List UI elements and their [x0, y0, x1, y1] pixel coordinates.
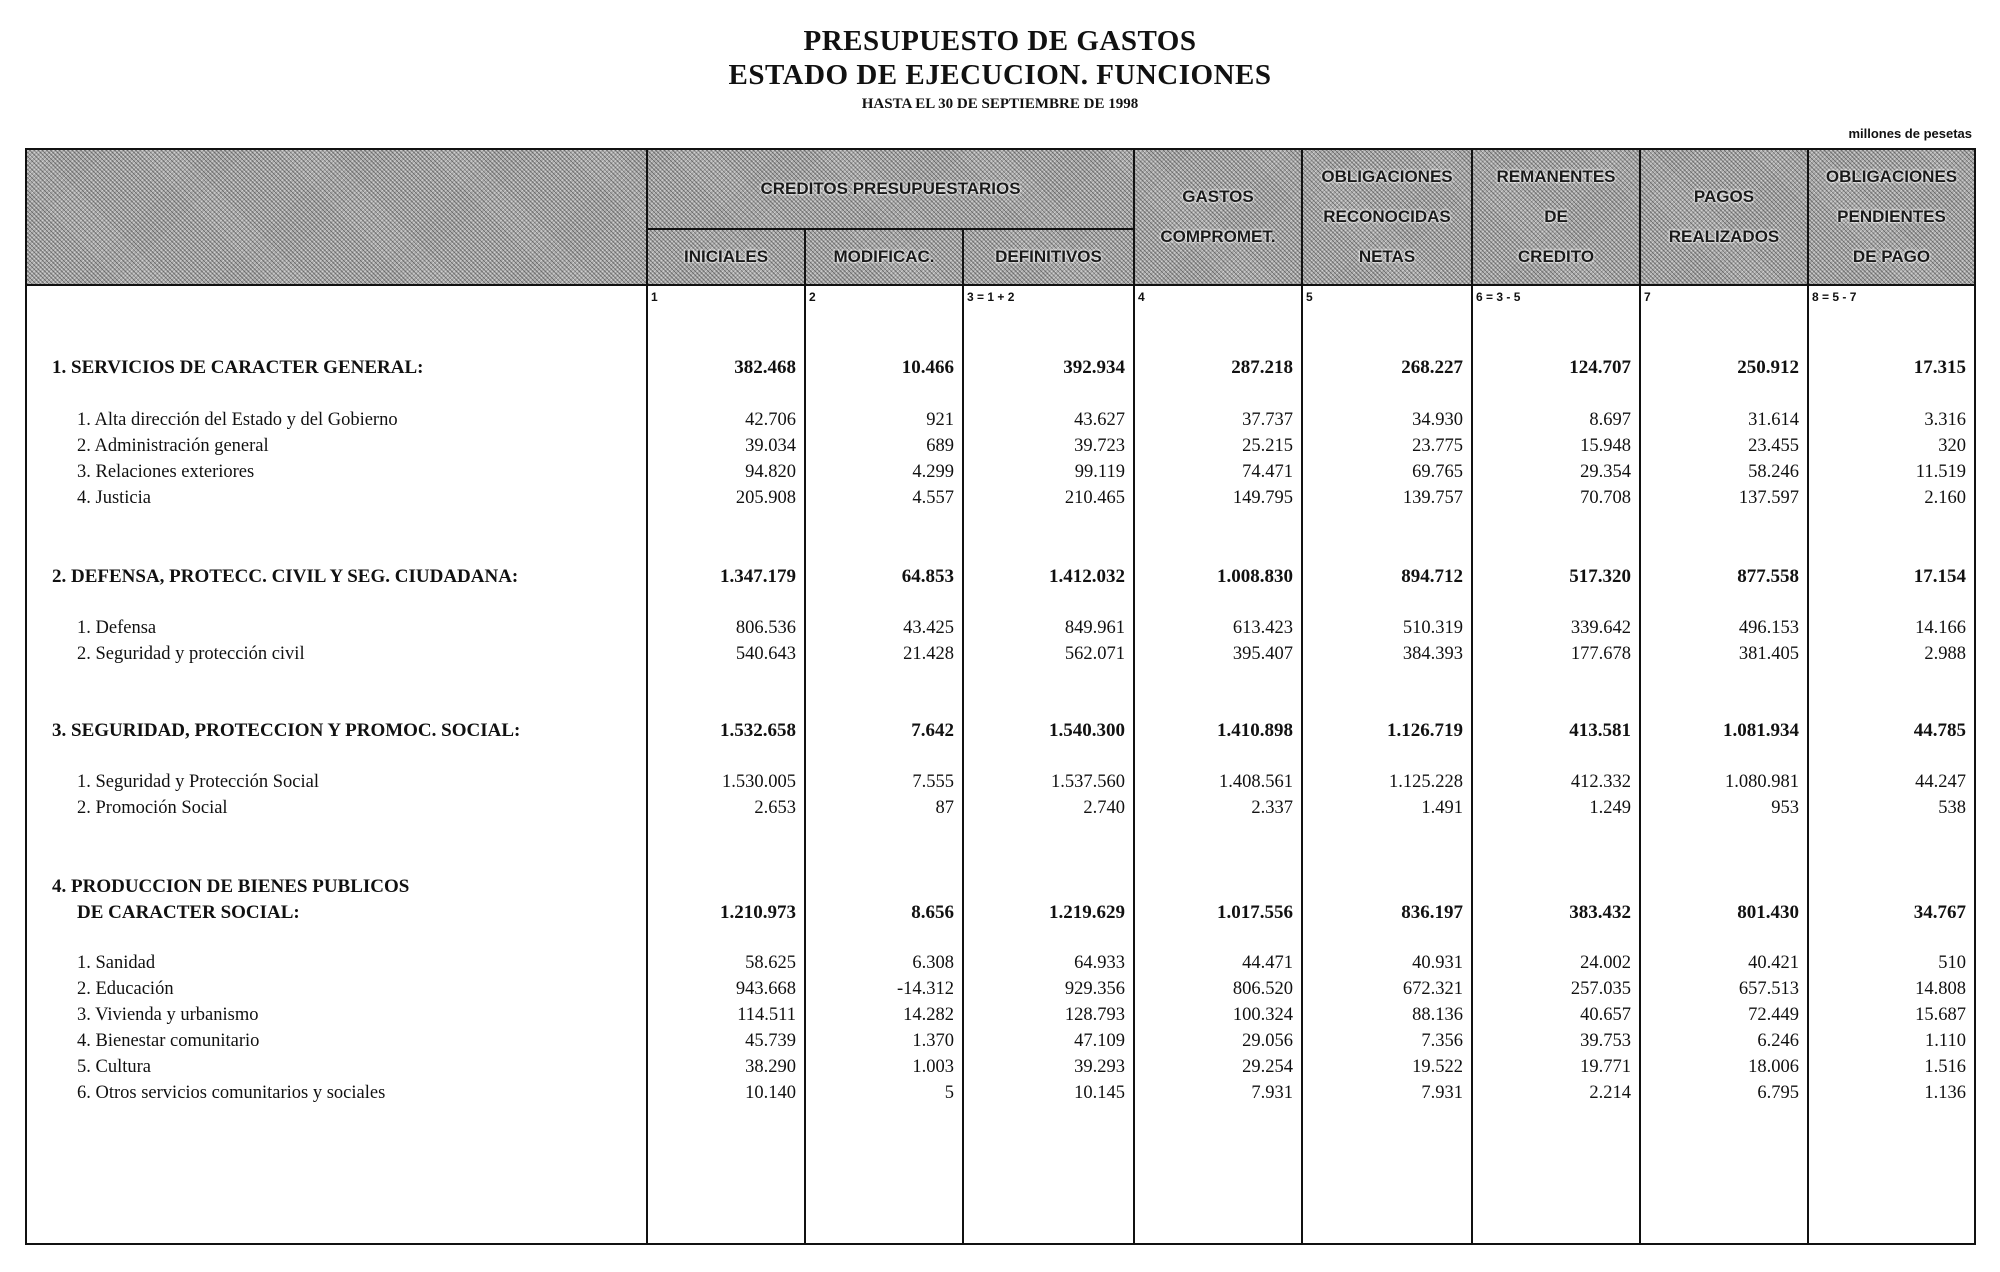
- cell-pendientes: 3.316: [1924, 410, 1966, 430]
- cell-iniciales: 1.347.179: [720, 566, 796, 587]
- cell-pendientes: 34.767: [1913, 902, 1966, 923]
- cell-remanentes: 413.581: [1569, 720, 1631, 741]
- table-row: [27, 1005, 1974, 1031]
- table-row: [27, 566, 1974, 592]
- row-label: 1. SERVICIOS DE CARACTER GENERAL:: [52, 357, 424, 378]
- cell-pendientes: 11.519: [1915, 462, 1966, 482]
- header-bottom-rule: [27, 284, 1974, 286]
- header-blank-cell: [27, 150, 646, 284]
- header-remanentes-line1: REMANENTES: [1496, 167, 1616, 186]
- cell-definitivos: 10.145: [1074, 1083, 1125, 1103]
- table-row: [27, 772, 1974, 798]
- table-row: [27, 644, 1974, 670]
- cell-obligaciones: 7.931: [1421, 1083, 1463, 1103]
- cell-pagos: 250.912: [1737, 357, 1799, 378]
- cell-remanentes: 19.771: [1580, 1057, 1631, 1077]
- cell-pagos: 6.795: [1757, 1083, 1799, 1103]
- cell-pendientes: 17.154: [1913, 566, 1966, 587]
- table-row: [27, 1057, 1974, 1083]
- header-definitivos: DEFINITIVOS: [964, 230, 1133, 284]
- row-label: 4. Bienestar comunitario: [77, 1031, 260, 1051]
- cell-gastos: 287.218: [1231, 357, 1293, 378]
- cell-obligaciones: 1.491: [1421, 798, 1463, 818]
- col-ref: 1: [651, 290, 658, 304]
- cell-modificac: 64.853: [901, 566, 954, 587]
- cell-gastos: 2.337: [1251, 798, 1293, 818]
- cell-pendientes: 14.808: [1915, 979, 1966, 999]
- cell-remanentes: 257.035: [1570, 979, 1631, 999]
- cell-iniciales: 94.820: [745, 462, 796, 482]
- cell-modificac: 7.642: [911, 720, 954, 741]
- cell-gastos: 395.407: [1232, 644, 1293, 664]
- cell-iniciales: 205.908: [735, 488, 796, 508]
- table-row: [27, 462, 1974, 488]
- report-subtitle: ESTADO DE EJECUCION. FUNCIONES: [728, 59, 1272, 91]
- cell-pendientes: 538: [1938, 798, 1966, 818]
- cell-definitivos: 2.740: [1083, 798, 1125, 818]
- cell-obligaciones: 1.125.228: [1389, 772, 1463, 792]
- cell-pendientes: 1.110: [1925, 1031, 1966, 1051]
- cell-pendientes: 44.785: [1913, 720, 1966, 741]
- cell-definitivos: 39.293: [1074, 1057, 1125, 1077]
- table-row: [27, 357, 1974, 383]
- cell-obligaciones: 23.775: [1412, 436, 1463, 456]
- cell-gastos: 29.056: [1242, 1031, 1293, 1051]
- cell-modificac: 4.557: [912, 488, 954, 508]
- cell-obligaciones: 1.126.719: [1387, 720, 1463, 741]
- cell-definitivos: 47.109: [1074, 1031, 1125, 1051]
- cell-gastos: 1.008.830: [1217, 566, 1293, 587]
- cell-remanentes: 70.708: [1580, 488, 1631, 508]
- cell-pagos: 381.405: [1738, 644, 1799, 664]
- cell-remanentes: 24.002: [1580, 953, 1631, 973]
- cell-pagos: 137.597: [1738, 488, 1799, 508]
- table-row: [27, 1083, 1974, 1109]
- cell-modificac: -14.312: [896, 979, 954, 999]
- cell-pagos: 1.080.981: [1725, 772, 1799, 792]
- cell-definitivos: 39.723: [1074, 436, 1125, 456]
- cell-iniciales: 1.530.005: [722, 772, 796, 792]
- col-ref: 4: [1138, 290, 1145, 304]
- header-obligaciones-line3: NETAS: [1358, 247, 1416, 266]
- cell-pagos: 877.558: [1737, 566, 1799, 587]
- row-label: 4. Justicia: [77, 488, 151, 508]
- cell-iniciales: 943.668: [735, 979, 796, 999]
- cell-definitivos: 1.412.032: [1049, 566, 1125, 587]
- row-label: 2. Administración general: [77, 436, 269, 456]
- cell-modificac: 87: [935, 798, 954, 818]
- cell-pagos: 31.614: [1748, 410, 1799, 430]
- table-row: [27, 436, 1974, 462]
- cell-obligaciones: 894.712: [1401, 566, 1463, 587]
- cell-gastos: 37.737: [1242, 410, 1293, 430]
- cell-modificac: 5: [944, 1083, 954, 1103]
- cell-iniciales: 45.739: [745, 1031, 796, 1051]
- cell-remanentes: 15.948: [1580, 436, 1631, 456]
- cell-modificac: 1.370: [912, 1031, 954, 1051]
- cell-remanentes: 40.657: [1580, 1005, 1631, 1025]
- report-title-block: [0, 24, 2000, 114]
- cell-gastos: 149.795: [1232, 488, 1293, 508]
- row-label-cont: DE CARACTER SOCIAL:: [77, 902, 300, 923]
- cell-modificac: 4.299: [912, 462, 954, 482]
- cell-definitivos: 1.540.300: [1049, 720, 1125, 741]
- cell-modificac: 43.425: [903, 618, 954, 638]
- header-remanentes-line3: CREDITO: [1517, 247, 1595, 266]
- budget-table: [25, 148, 1976, 1245]
- row-label: 3. Vivienda y urbanismo: [77, 1005, 259, 1025]
- table-row: [27, 618, 1974, 644]
- cell-pendientes: 2.988: [1924, 644, 1966, 664]
- report-title: PRESUPUESTO DE GASTOS: [803, 25, 1197, 57]
- col-ref: 6 = 3 - 5: [1476, 290, 1521, 304]
- cell-remanentes: 412.332: [1570, 772, 1631, 792]
- cell-pendientes: 320: [1938, 436, 1966, 456]
- cell-pagos: 6.246: [1757, 1031, 1799, 1051]
- cell-definitivos: 849.961: [1064, 618, 1125, 638]
- header-pendientes-line1: OBLIGACIONES: [1825, 167, 1958, 186]
- cell-remanentes: 177.678: [1570, 644, 1631, 664]
- cell-pagos: 801.430: [1737, 902, 1799, 923]
- cell-obligaciones: 510.319: [1402, 618, 1463, 638]
- cell-remanentes: 2.214: [1589, 1083, 1631, 1103]
- table-row: [27, 902, 1974, 928]
- table-row: [27, 953, 1974, 979]
- cell-pendientes: 15.687: [1915, 1005, 1966, 1025]
- table-row: [27, 979, 1974, 1005]
- table-row: [27, 720, 1974, 746]
- row-label: 5. Cultura: [77, 1057, 151, 1077]
- header-modificac: MODIFICAC.: [806, 230, 962, 284]
- cell-pendientes: 2.160: [1924, 488, 1966, 508]
- col-ref: 5: [1306, 290, 1313, 304]
- cell-modificac: 6.308: [912, 953, 954, 973]
- cell-definitivos: 128.793: [1064, 1005, 1125, 1025]
- cell-iniciales: 58.625: [745, 953, 796, 973]
- cell-obligaciones: 672.321: [1402, 979, 1463, 999]
- header-remanentes-line2: DE: [1544, 207, 1568, 226]
- cell-iniciales: 114.511: [737, 1005, 796, 1025]
- header-obligaciones-line1: OBLIGACIONES: [1321, 167, 1453, 186]
- header-creditos-group: CREDITOS PRESUPUESTARIOS: [648, 150, 1133, 228]
- cell-remanentes: 8.697: [1589, 410, 1631, 430]
- cell-remanentes: 29.354: [1580, 462, 1631, 482]
- cell-obligaciones: 19.522: [1412, 1057, 1463, 1077]
- cell-iniciales: 806.536: [735, 618, 796, 638]
- header-obligaciones-line2: RECONOCIDAS: [1323, 207, 1451, 226]
- row-label: 2. Promoción Social: [77, 798, 228, 818]
- row-label: 3. Relaciones exteriores: [77, 462, 255, 482]
- cell-iniciales: 42.706: [745, 410, 796, 430]
- header-pagos-line1: PAGOS: [1693, 187, 1755, 206]
- header-gastos-compromet: [1135, 150, 1301, 284]
- cell-definitivos: 392.934: [1063, 357, 1125, 378]
- cell-modificac: 689: [926, 436, 954, 456]
- row-label: 3. SEGURIDAD, PROTECCION Y PROMOC. SOCIAL:: [52, 720, 521, 741]
- cell-remanentes: 124.707: [1569, 357, 1631, 378]
- cell-gastos: 29.254: [1242, 1057, 1293, 1077]
- header-remanentes-credito: [1473, 150, 1639, 284]
- cell-pagos: 657.513: [1738, 979, 1799, 999]
- cell-iniciales: 1.210.973: [720, 902, 796, 923]
- table-row: [27, 876, 1974, 902]
- cell-iniciales: 10.140: [745, 1083, 796, 1103]
- header-gastos-line1: GASTOS: [1182, 187, 1254, 206]
- cell-definitivos: 1.219.629: [1049, 902, 1125, 923]
- header-obligaciones-reconocidas: [1303, 150, 1471, 284]
- row-label: 2. DEFENSA, PROTECC. CIVIL Y SEG. CIUDADANA:: [52, 566, 519, 587]
- col-ref: 8 = 5 - 7: [1812, 290, 1857, 304]
- header-pagos-realizados: [1641, 150, 1807, 284]
- cell-modificac: 921: [926, 410, 954, 430]
- cell-remanentes: 39.753: [1580, 1031, 1631, 1051]
- cell-gastos: 613.423: [1232, 618, 1293, 638]
- cell-obligaciones: 268.227: [1401, 357, 1463, 378]
- cell-gastos: 25.215: [1242, 436, 1293, 456]
- row-label: 2. Seguridad y protección civil: [77, 644, 305, 664]
- cell-gastos: 1.408.561: [1219, 772, 1293, 792]
- cell-pendientes: 1.136: [1924, 1083, 1966, 1103]
- cell-pendientes: 510: [1938, 953, 1966, 973]
- cell-remanentes: 339.642: [1570, 618, 1631, 638]
- cell-definitivos: 1.537.560: [1051, 772, 1125, 792]
- row-label: 1. Alta dirección del Estado y del Gobierno: [77, 410, 398, 430]
- row-label: 1. Sanidad: [77, 953, 156, 973]
- cell-iniciales: 1.532.658: [720, 720, 796, 741]
- cell-pagos: 72.449: [1748, 1005, 1799, 1025]
- cell-pagos: 58.246: [1748, 462, 1799, 482]
- row-label: 1. Defensa: [77, 618, 157, 638]
- cell-pendientes: 17.315: [1913, 357, 1966, 378]
- cell-obligaciones: 139.757: [1402, 488, 1463, 508]
- cell-modificac: 21.428: [903, 644, 954, 664]
- cell-definitivos: 929.356: [1064, 979, 1125, 999]
- cell-remanentes: 383.432: [1569, 902, 1631, 923]
- cell-gastos: 806.520: [1232, 979, 1293, 999]
- cell-obligaciones: 7.356: [1421, 1031, 1463, 1051]
- col-ref: 2: [809, 290, 816, 304]
- table-row: [27, 410, 1974, 436]
- cell-pendientes: 14.166: [1915, 618, 1966, 638]
- cell-obligaciones: 88.136: [1412, 1005, 1463, 1025]
- row-label: 1. Seguridad y Protección Social: [77, 772, 319, 792]
- cell-modificac: 14.282: [903, 1005, 954, 1025]
- cell-modificac: 7.555: [912, 772, 954, 792]
- header-pendientes-line3: DE PAGO: [1852, 247, 1931, 266]
- cell-gastos: 1.017.556: [1217, 902, 1293, 923]
- header-obligaciones-pendientes: [1809, 150, 1974, 284]
- cell-gastos: 74.471: [1242, 462, 1293, 482]
- col-ref: 3 = 1 + 2: [967, 290, 1015, 304]
- cell-iniciales: 540.643: [735, 644, 796, 664]
- cell-obligaciones: 34.930: [1412, 410, 1463, 430]
- cell-pagos: 18.006: [1748, 1057, 1799, 1077]
- cell-remanentes: 517.320: [1569, 566, 1631, 587]
- cell-pagos: 1.081.934: [1723, 720, 1799, 741]
- cell-gastos: 44.471: [1242, 953, 1293, 973]
- header-pagos-line2: REALIZADOS: [1668, 227, 1780, 246]
- cell-definitivos: 210.465: [1064, 488, 1125, 508]
- row-label: 4. PRODUCCION DE BIENES PUBLICOS: [52, 876, 410, 897]
- cell-iniciales: 38.290: [745, 1057, 796, 1077]
- cell-obligaciones: 836.197: [1401, 902, 1463, 923]
- col-ref: 7: [1644, 290, 1651, 304]
- table-row: [27, 488, 1974, 514]
- cell-modificac: 8.656: [911, 902, 954, 923]
- cell-gastos: 7.931: [1251, 1083, 1293, 1103]
- cell-remanentes: 1.249: [1589, 798, 1631, 818]
- cell-modificac: 1.003: [912, 1057, 954, 1077]
- cell-gastos: 100.324: [1232, 1005, 1293, 1025]
- cell-iniciales: 2.653: [754, 798, 796, 818]
- cell-definitivos: 562.071: [1064, 644, 1125, 664]
- cell-pagos: 23.455: [1748, 436, 1799, 456]
- creditos-group-rule: [646, 228, 1135, 230]
- cell-iniciales: 382.468: [734, 357, 796, 378]
- header-gastos-line2: COMPROMET.: [1160, 227, 1276, 246]
- cell-obligaciones: 384.393: [1402, 644, 1463, 664]
- header-pendientes-line2: PENDIENTES: [1837, 207, 1946, 226]
- cell-iniciales: 39.034: [745, 436, 796, 456]
- table-row: [27, 798, 1974, 824]
- header-iniciales: INICIALES: [648, 230, 804, 284]
- report-date-range: HASTA EL 30 DE SEPTIEMBRE DE 1998: [861, 96, 1139, 112]
- cell-modificac: 10.466: [901, 357, 954, 378]
- units-note: millones de pesetas: [1848, 126, 1972, 141]
- cell-obligaciones: 69.765: [1412, 462, 1463, 482]
- row-label: 2. Educación: [77, 979, 174, 999]
- cell-definitivos: 43.627: [1074, 410, 1125, 430]
- cell-pendientes: 1.516: [1924, 1057, 1966, 1077]
- cell-pagos: 496.153: [1738, 618, 1799, 638]
- cell-definitivos: 99.119: [1074, 462, 1125, 482]
- cell-obligaciones: 40.931: [1412, 953, 1463, 973]
- cell-pagos: 953: [1771, 798, 1799, 818]
- table-row: [27, 1031, 1974, 1057]
- cell-pendientes: 44.247: [1915, 772, 1966, 792]
- cell-pagos: 40.421: [1748, 953, 1799, 973]
- cell-gastos: 1.410.898: [1217, 720, 1293, 741]
- cell-definitivos: 64.933: [1074, 953, 1125, 973]
- row-label: 6. Otros servicios comunitarios y sociales: [77, 1083, 386, 1103]
